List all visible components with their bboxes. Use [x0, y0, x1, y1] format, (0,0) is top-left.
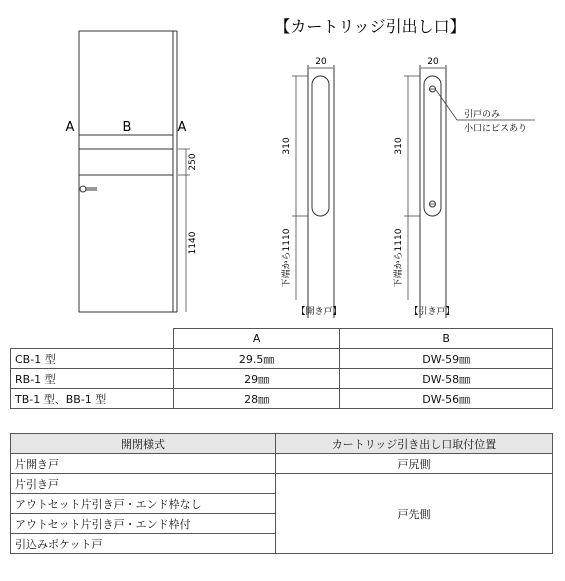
sliding-from-bottom: 下端から1110: [394, 228, 404, 288]
sliding-height-310: 310: [394, 137, 404, 155]
spec-row: [11, 389, 553, 409]
cartridge-opening: [79, 149, 173, 175]
screw-note-line1: 引戸のみ: [464, 110, 501, 120]
sliding-width-20: 20: [427, 57, 439, 67]
mount-row: [11, 454, 553, 474]
mount-style: アウトセット片引き戸・エンド枠付: [11, 514, 276, 534]
spec-value-a: 29.5㎜: [174, 349, 340, 369]
mount-position-table: [10, 433, 553, 554]
section-title: 【カートリッジ引出し口】: [274, 17, 466, 36]
swing-height-310: 310: [282, 137, 292, 155]
mount-style: 片開き戸: [11, 454, 276, 474]
swing-from-bottom: 下端から1110: [282, 228, 292, 288]
mount-row: [11, 474, 553, 494]
spec-header-blank: [11, 329, 174, 349]
spec-value-b: DW-59㎜: [340, 349, 553, 369]
screw-note-line2: 小口にビスあり: [464, 124, 528, 134]
sliding-door-detail: [404, 65, 535, 318]
spec-header-a: A: [174, 329, 340, 349]
dimension-250: 250: [188, 153, 198, 171]
sliding-door-caption: 【引き戸】: [409, 307, 455, 317]
swing-door-detail: [292, 65, 334, 318]
spec-value-b: DW-56㎜: [340, 389, 553, 409]
dimension-a-right: A: [177, 120, 187, 135]
swing-width-20: 20: [315, 57, 327, 67]
spec-header-b: B: [340, 329, 553, 349]
spec-model: TB-1 型、BB-1 型: [11, 389, 174, 409]
mount-style: アウトセット片引き戸・エンド枠なし: [11, 494, 276, 514]
mount-header-style: 開閉様式: [11, 434, 276, 454]
mount-header-row: [11, 434, 553, 454]
dimension-1140: 1140: [188, 231, 198, 255]
dimension-b: B: [122, 120, 132, 135]
mount-header-position: カートリッジ引き出し口取付位置: [276, 434, 553, 454]
swing-door-caption: 【開き戸】: [296, 307, 342, 317]
door-handle: [80, 186, 86, 192]
spec-value-a: 29㎜: [174, 369, 340, 389]
door-elevation: [79, 31, 190, 312]
mount-position-swing: 戸尻側: [276, 454, 553, 474]
spec-header-row: [11, 329, 553, 349]
dimension-a-left: A: [65, 120, 75, 135]
mount-style: 片引き戸: [11, 474, 276, 494]
spec-model: CB-1 型: [11, 349, 174, 369]
spec-row: [11, 349, 553, 369]
spec-value-b: DW-58㎜: [340, 369, 553, 389]
mount-position-sliding: 戸先側: [276, 474, 553, 554]
spec-value-a: 28㎜: [174, 389, 340, 409]
dimension-spec-table: [10, 328, 553, 409]
spec-model: RB-1 型: [11, 369, 174, 389]
spec-row: [11, 369, 553, 389]
mount-style: 引込みポケット戸: [11, 534, 276, 554]
